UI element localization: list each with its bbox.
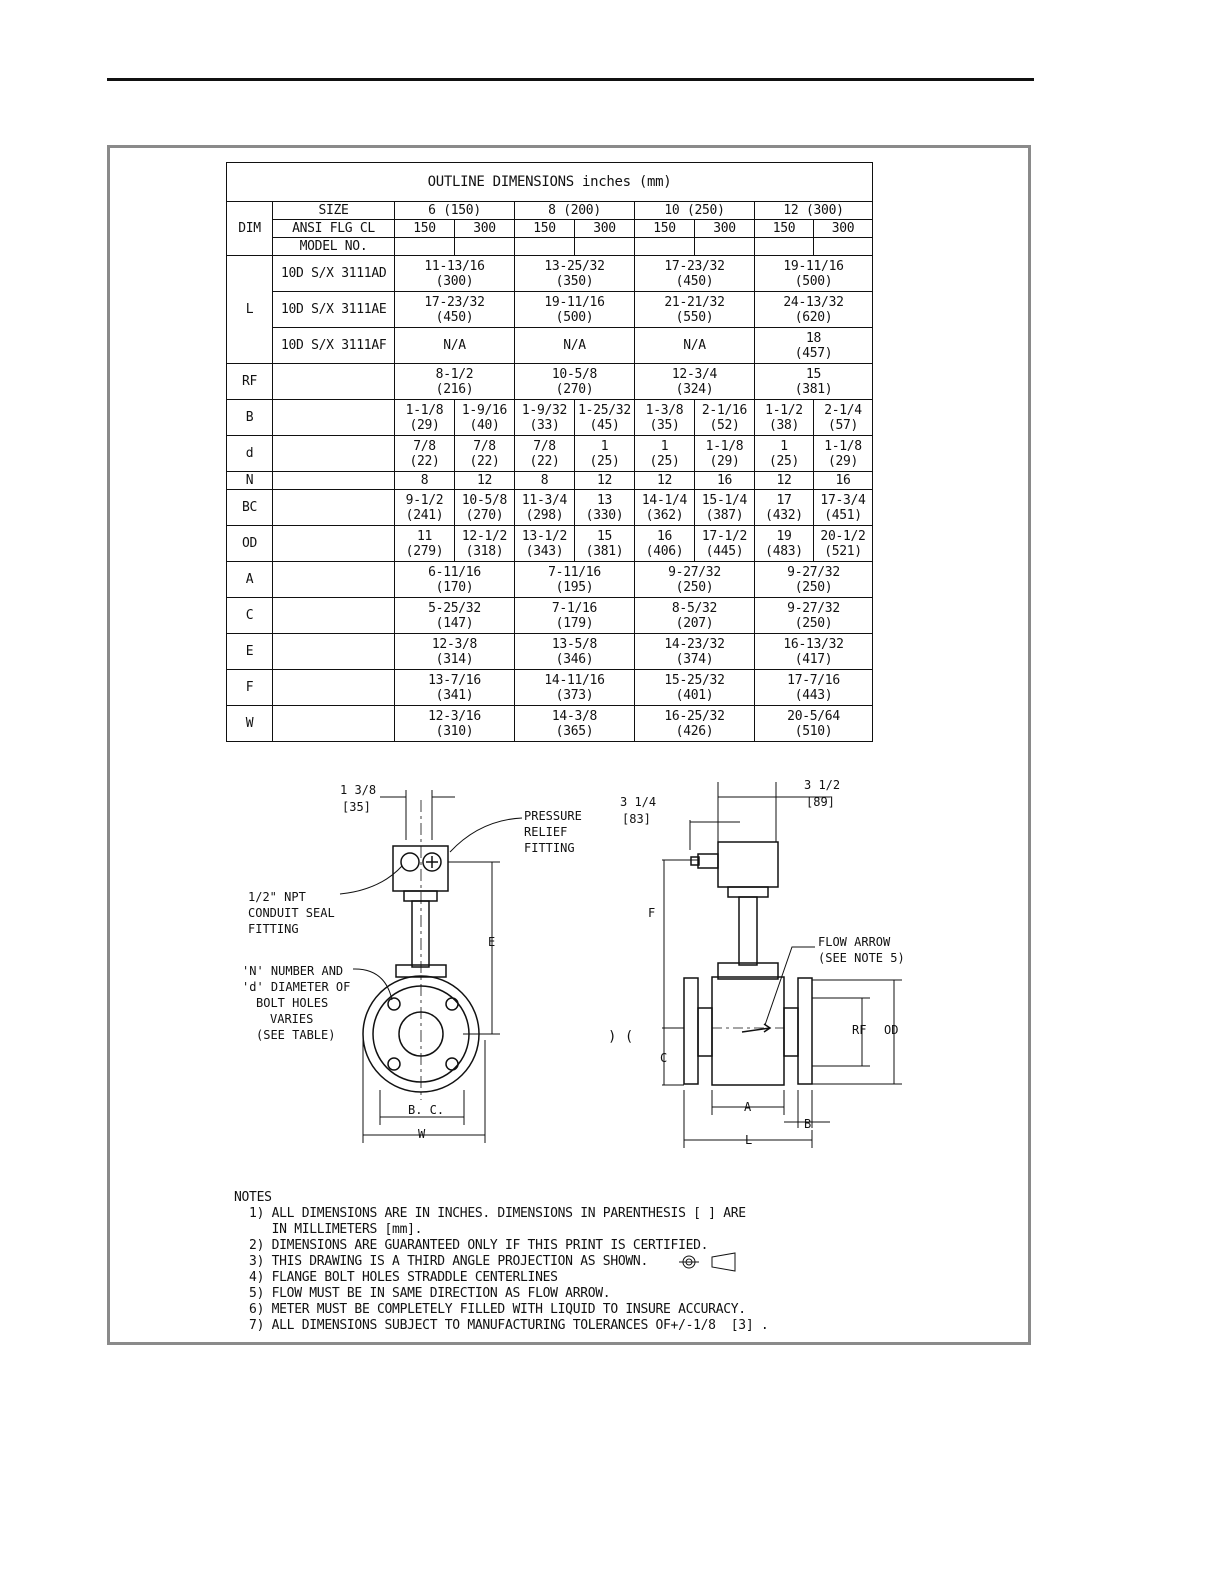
dim-millimeters: (250)	[794, 579, 833, 595]
dim-millimeters: (250)	[794, 615, 833, 631]
dim-millimeters: (381)	[794, 381, 833, 397]
dim-inches: 1	[600, 438, 609, 454]
class-header: 150	[515, 220, 575, 238]
dim-inches: 12-3/8	[431, 636, 478, 652]
dim-3-1-2-label: 3 1/2	[804, 778, 841, 792]
dim-millimeters: (298)	[525, 507, 564, 523]
dim-od-label: OD	[884, 1023, 899, 1037]
dim-value: 8	[515, 472, 575, 490]
dim-millimeters: (25)	[768, 453, 800, 469]
dim-millimeters: (350)	[555, 273, 594, 289]
dim-millimeters: (279)	[405, 543, 444, 559]
dim-label-w: W	[227, 706, 273, 742]
class-header: 300	[455, 220, 515, 238]
dim-millimeters: (451)	[824, 507, 862, 523]
dim-label-od: OD	[227, 526, 273, 562]
dim-inches: 21-21/32	[664, 294, 725, 310]
note-line: 3) THIS DRAWING IS A THIRD ANGLE PROJECTION AS SHOWN.	[234, 1254, 648, 1269]
dim-value: 8	[395, 472, 455, 490]
dim-inches: 1-9/16	[461, 402, 508, 418]
dim-inches: 12-3/16	[428, 708, 481, 724]
dim-inches: 14-23/32	[664, 636, 725, 652]
notes-block	[234, 1190, 768, 1334]
dim-l-label: L	[745, 1133, 753, 1147]
note-line: 6) METER MUST BE COMPLETELY FILLED WITH LIQUID TO INSURE ACCURACY.	[234, 1302, 746, 1317]
dim-millimeters: (310)	[435, 723, 474, 739]
dim-inches: 2-1/16	[701, 402, 748, 418]
dim-millimeters: (33)	[529, 417, 560, 433]
dim-millimeters: (401)	[675, 687, 714, 703]
dim-inches: 13-1/2	[521, 528, 568, 544]
right-flange	[798, 978, 812, 1084]
model-number: 10D S/X 3111AD	[273, 256, 395, 292]
dim-value: 16	[695, 472, 755, 490]
dim-millimeters: (241)	[405, 507, 444, 523]
dim-millimeters: (35)	[649, 417, 680, 433]
dim-value: 12	[455, 472, 515, 490]
dim-label-rf: RF	[227, 364, 273, 400]
dim-inches: 16-25/32	[664, 708, 725, 724]
dim-inches: 14-1/4	[641, 492, 688, 508]
dim-inches: 16	[656, 528, 673, 544]
dim-value: 12	[575, 472, 635, 490]
dim-inches: 19	[776, 528, 792, 544]
dim-inches: 13-7/16	[428, 672, 481, 688]
dim-header: DIM	[227, 202, 273, 256]
class-header: 150	[635, 220, 695, 238]
bolt-note-4: VARIES	[270, 1012, 314, 1026]
dim-3-1-4-label: 3 1/4	[620, 795, 657, 809]
dim-millimeters: (457)	[794, 345, 833, 361]
dim-inches: 13-25/32	[544, 258, 605, 274]
side-view	[662, 782, 902, 1148]
dim-inches: 19-11/16	[544, 294, 605, 310]
dim-millimeters: (330)	[585, 507, 624, 523]
bolt-hole-icon	[446, 1058, 458, 1070]
front-view	[340, 790, 522, 1143]
conduit-seal-fitting-icon	[401, 853, 419, 871]
size-header: 12 (300)	[755, 202, 873, 220]
dim-rf-label: RF	[852, 1023, 867, 1037]
dim-w-label: W	[418, 1127, 426, 1141]
note-line: 7) ALL DIMENSIONS SUBJECT TO MANUFACTURING TOLERANCES OF+/-1/8 [3] .	[234, 1318, 769, 1333]
class-header: 300	[695, 220, 755, 238]
dim-millimeters: (365)	[555, 723, 594, 739]
dim-millimeters: (341)	[435, 687, 474, 703]
break-mark: ) (	[608, 1029, 634, 1045]
side-stem	[739, 897, 757, 965]
dim-inches: 13-5/8	[551, 636, 598, 652]
dim-millimeters: (443)	[794, 687, 833, 703]
bolt-hole-icon	[388, 998, 400, 1010]
dim-millimeters: (406)	[645, 543, 684, 559]
dim-label-n: N	[227, 472, 273, 490]
dim-89-label: [89]	[806, 795, 835, 809]
dim-inches: 1	[780, 438, 788, 454]
dim-inches: 12-3/4	[671, 366, 718, 382]
dim-millimeters: (147)	[435, 615, 474, 631]
dim-label-f: F	[227, 670, 273, 706]
dim-inches: 17-3/4	[820, 492, 866, 508]
dim-millimeters: (207)	[675, 615, 714, 631]
dim-inches: N/A	[563, 338, 586, 353]
notes-heading: NOTES	[234, 1190, 272, 1205]
dim-inches: N/A	[443, 338, 466, 353]
dim-millimeters: (324)	[675, 381, 714, 397]
dim-millimeters: (387)	[705, 507, 744, 523]
dim-inches: 19-11/16	[783, 258, 844, 274]
dim-inches: 1-1/8	[405, 402, 444, 418]
bolt-hole-icon	[446, 998, 458, 1010]
dim-c-label: C	[660, 1051, 668, 1065]
dim-inches: 11-3/4	[521, 492, 568, 508]
dim-inches: 14-3/8	[551, 708, 598, 724]
dim-millimeters: (270)	[465, 507, 504, 523]
dim-inches: 9-27/32	[787, 564, 840, 580]
dim-b-label: B	[804, 1117, 812, 1131]
model-number: 10D S/X 3111AF	[273, 328, 395, 364]
pressure-relief-label-3: FITTING	[524, 841, 575, 855]
size-header: 8 (200)	[515, 202, 635, 220]
conduit-label-1: 1/2" NPT	[248, 890, 306, 904]
dim-inches: 18	[805, 330, 822, 346]
flow-arrow-label-1: FLOW ARROW	[818, 935, 891, 949]
side-junction-box	[718, 842, 778, 887]
dim-millimeters: (45)	[589, 417, 620, 433]
dim-inches: 20-1/2	[820, 528, 866, 544]
dim-millimeters: (195)	[555, 579, 594, 595]
bolt-note-1: 'N' NUMBER AND	[242, 964, 344, 978]
dim-e-label: E	[488, 935, 496, 949]
dim-label-c: C	[227, 598, 273, 634]
dim-inches: 15	[596, 528, 613, 544]
dim-1-3-8-label: 1 3/8	[340, 783, 377, 797]
note-line: 4) FLANGE BOLT HOLES STRADDLE CENTERLINES	[234, 1270, 558, 1285]
dim-inches: 11-13/16	[424, 258, 485, 274]
dim-inches: N/A	[683, 338, 706, 353]
conduit-label-2: CONDUIT SEAL	[248, 906, 335, 920]
dim-millimeters: (300)	[435, 273, 474, 289]
dim-millimeters: (432)	[765, 507, 803, 523]
dim-millimeters: (510)	[794, 723, 833, 739]
bolt-note-5: (SEE TABLE)	[256, 1028, 336, 1042]
dim-millimeters: (374)	[675, 651, 714, 667]
dim-inches: 1-1/2	[765, 402, 803, 418]
dim-inches: 24-13/32	[783, 294, 844, 310]
dim-label-a: A	[227, 562, 273, 598]
dim-inches: 7-11/16	[548, 564, 601, 580]
class-header: 150	[395, 220, 455, 238]
dim-bc-label: B. C.	[408, 1103, 445, 1117]
dim-millimeters: (450)	[435, 309, 474, 325]
left-flange	[684, 978, 698, 1084]
size-header: 6 (150)	[395, 202, 515, 220]
dim-inches: 7/8	[413, 438, 436, 454]
note-line: IN MILLIMETERS [mm].	[234, 1222, 423, 1237]
dim-f-label: F	[648, 906, 656, 920]
dim-inches: 17	[776, 492, 792, 508]
dim-inches: 8-1/2	[435, 366, 474, 382]
dim-millimeters: (521)	[824, 543, 862, 559]
dim-inches: 7/8	[473, 438, 496, 454]
note-line: 5) FLOW MUST BE IN SAME DIRECTION AS FLOW ARROW.	[234, 1286, 611, 1301]
dim-inches: 5-25/32	[428, 600, 481, 616]
dim-millimeters: (52)	[709, 417, 740, 433]
dim-label-b: B	[227, 400, 273, 436]
dim-inches: 2-1/4	[824, 402, 862, 418]
bolt-note-3: BOLT HOLES	[256, 996, 329, 1010]
dim-inches: 15	[805, 366, 822, 382]
dim-inches: 14-11/16	[544, 672, 605, 688]
bolt-hole-icon	[388, 1058, 400, 1070]
dim-inches: 7/8	[533, 438, 556, 454]
dim-millimeters: (170)	[435, 579, 474, 595]
front-junction-box	[393, 846, 448, 891]
flow-arrow-label-2: (SEE NOTE 5)	[818, 951, 905, 965]
dim-millimeters: (270)	[555, 381, 594, 397]
dim-inches: 9-1/2	[405, 492, 444, 508]
dim-83-label: [83]	[622, 812, 651, 826]
class-header: 300	[575, 220, 635, 238]
dim-millimeters: (500)	[794, 273, 833, 289]
dim-inches: 7-1/16	[551, 600, 598, 616]
dim-millimeters: (483)	[765, 543, 803, 559]
size-label: SIZE	[273, 202, 395, 220]
dim-inches: 11	[416, 528, 433, 544]
dim-inches: 13	[596, 492, 613, 508]
dim-millimeters: (381)	[585, 543, 624, 559]
dim-inches: 15-1/4	[701, 492, 748, 508]
dim-millimeters: (22)	[469, 453, 500, 469]
dim-value: 16	[814, 472, 873, 490]
dim-inches: 17-23/32	[664, 258, 725, 274]
dim-millimeters: (500)	[555, 309, 594, 325]
dim-millimeters: (550)	[675, 309, 714, 325]
dim-millimeters: (29)	[709, 453, 740, 469]
front-stem	[412, 901, 429, 967]
dim-millimeters: (38)	[768, 417, 800, 433]
dim-millimeters: (373)	[555, 687, 594, 703]
dim-inches: 10-5/8	[551, 366, 598, 382]
dim-value: 12	[755, 472, 814, 490]
size-header: 10 (250)	[635, 202, 755, 220]
dim-millimeters: (29)	[409, 417, 440, 433]
model-label: MODEL NO.	[273, 238, 395, 256]
dim-label-e: E	[227, 634, 273, 670]
dim-millimeters: (445)	[705, 543, 744, 559]
dim-millimeters: (25)	[589, 453, 620, 469]
dim-millimeters: (22)	[529, 453, 560, 469]
note-line: 1) ALL DIMENSIONS ARE IN INCHES. DIMENSIONS IN PARENTHESIS [ ] ARE	[234, 1206, 746, 1221]
dim-label-d: d	[227, 436, 273, 472]
dim-millimeters: (346)	[555, 651, 594, 667]
dim-millimeters: (57)	[827, 417, 859, 433]
dim-inches: 9-27/32	[787, 600, 840, 616]
model-number: 10D S/X 3111AE	[273, 292, 395, 328]
dim-inches: 17-7/16	[787, 672, 840, 688]
dim-millimeters: (179)	[555, 615, 594, 631]
dim-millimeters: (362)	[645, 507, 684, 523]
note-line: 2) DIMENSIONS ARE GUARANTEED ONLY IF THIS PRINT IS CERTIFIED.	[234, 1238, 709, 1253]
class-header: 150	[755, 220, 814, 238]
class-header: 300	[814, 220, 873, 238]
dim-inches: 17-23/32	[424, 294, 485, 310]
dim-millimeters: (426)	[675, 723, 714, 739]
dim-inches: 17-1/2	[701, 528, 748, 544]
dim-millimeters: (29)	[827, 453, 859, 469]
dim-millimeters: (22)	[409, 453, 440, 469]
dim-millimeters: (314)	[435, 651, 474, 667]
dim-inches: 1-3/8	[645, 402, 684, 418]
dim-inches: 16-13/32	[783, 636, 844, 652]
side-conduit-fitting-icon	[698, 854, 718, 868]
dim-35-label: [35]	[342, 800, 371, 814]
dim-inches: 9-27/32	[668, 564, 721, 580]
dim-millimeters: (417)	[794, 651, 833, 667]
dim-millimeters: (450)	[675, 273, 714, 289]
dim-millimeters: (25)	[649, 453, 680, 469]
dim-millimeters: (343)	[525, 543, 564, 559]
dim-a-label: A	[744, 1100, 752, 1114]
dim-inches: 6-11/16	[428, 564, 481, 580]
dim-inches: 12-1/2	[461, 528, 508, 544]
pressure-relief-label-2: RELIEF	[524, 825, 568, 839]
pressure-relief-label-1: PRESSURE	[524, 809, 582, 823]
dim-inches: 1-9/32	[521, 402, 568, 418]
dim-value: 12	[635, 472, 695, 490]
dim-label-l: L	[227, 256, 273, 364]
dim-inches: 15-25/32	[664, 672, 725, 688]
dim-inches: 1-25/32	[578, 402, 631, 418]
dim-millimeters: (620)	[794, 309, 833, 325]
table-title: OUTLINE DIMENSIONS inches (mm)	[227, 163, 873, 202]
dim-inches: 1-1/8	[824, 438, 862, 454]
dim-inches: 1-1/8	[705, 438, 744, 454]
dim-inches: 10-5/8	[461, 492, 508, 508]
dim-inches: 1	[660, 438, 669, 454]
ansi-label: ANSI FLG CL	[273, 220, 395, 238]
dim-inches: 20-5/64	[787, 708, 840, 724]
conduit-label-3: FITTING	[248, 922, 299, 936]
dim-inches: 8-5/32	[671, 600, 718, 616]
dim-millimeters: (250)	[675, 579, 714, 595]
dim-label-bc: BC	[227, 490, 273, 526]
dim-millimeters: (40)	[469, 417, 500, 433]
dim-millimeters: (318)	[465, 543, 504, 559]
bolt-note-2: 'd' DIAMETER OF	[242, 980, 351, 994]
dim-millimeters: (216)	[435, 381, 474, 397]
